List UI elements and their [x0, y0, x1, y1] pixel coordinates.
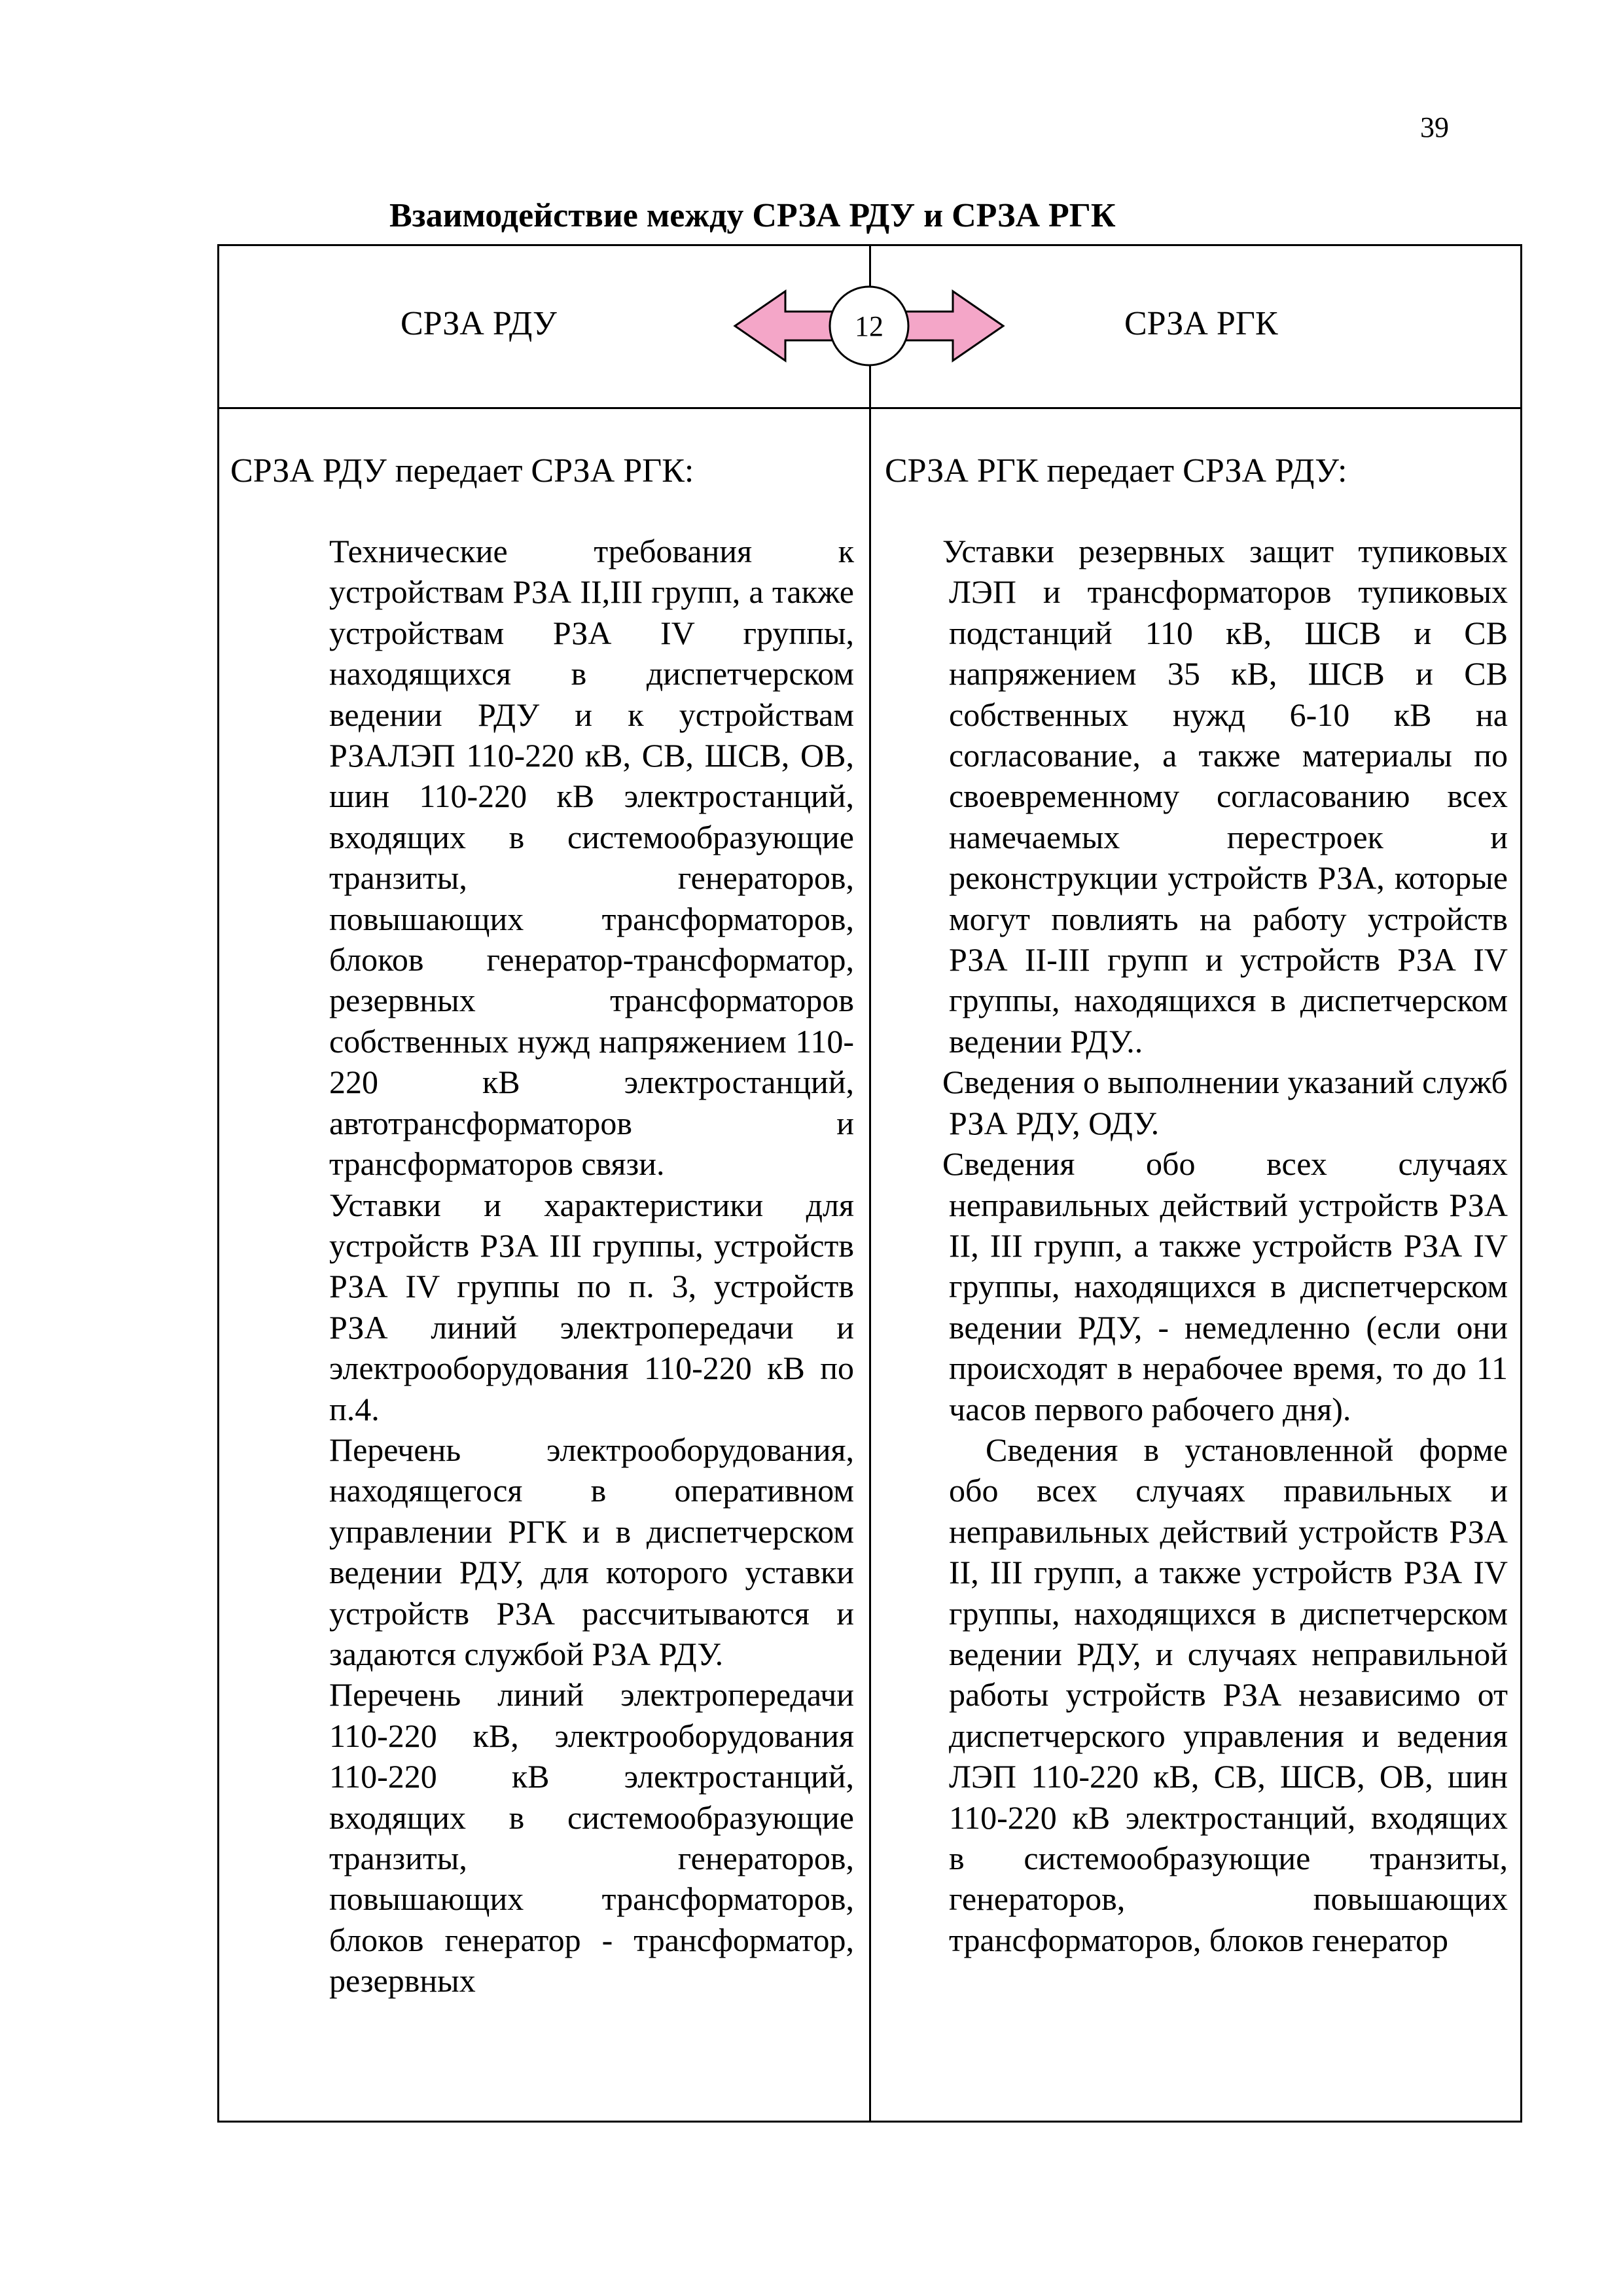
list-item: Сведения в установленной форме обо всех случаях правильных и неправильных действий устройств РЗА II, III групп, а также устройств РЗА IV группы, находящихся в диспетчерском ведении РДУ, и случаях неправильной работы устройств РЗА независимо от диспетчерского управления и ведения ЛЭП 110-220 кВ, СВ, ШСВ, ОВ, шин 110-220 кВ электростанций, входящих в системообразующие транзиты, генераторов, повышающих трансформаторов, блоков генератор [949, 1431, 1508, 1958]
list-item: Уставки резервных защит тупиковых ЛЭП и трансформаторов тупиковых подстанций 110 кВ, ШСВ и СВ напряжением 35 кВ, ШСВ и СВ собственных нужд 6-10 кВ на согласование, а также материалы по своевременному согласованию всех намечаемых перестроек и реконструкции устройств РЗА, которые могут повлиять на работу устройств РЗА II-III групп и устройств РЗА IV группы, находящихся в диспетчерском ведении РДУ.. [942, 533, 1508, 1060]
list-item: Сведения обо всех случаях неправильных действий устройств РЗА II, III групп, а также устройств РЗА IV группы, находящихся в диспетчерском ведении РДУ, - немедленно (если они происходят в нерабочее время, то до 11 часов первого рабочего дня). [942, 1145, 1508, 1427]
list-item: Перечень линий электропередачи 110-220 кВ, электрооборудования 110-220 кВ электростанций, входящих в системообразующие транзиты, генераторов, повышающих трансформаторов, блоков генератор - трансформатор, резервных [329, 1676, 854, 2000]
list-item: Уставки и характеристики для устройств РЗА III группы, устройств РЗА IV группы по п. 3, устройств РЗА линий электропередачи и электрооборудования 110-220 кВ по п.4. [329, 1186, 854, 1427]
page-title: Взаимодействие между СРЗА РДУ и СРЗА РГК [389, 197, 1116, 234]
page-number: 39 [1420, 111, 1449, 143]
column-divider [869, 244, 871, 2123]
list-item: Перечень электрооборудования, находящегося в оперативном управлении РГК и в диспетчерском ведении РДУ, для которого уставки устройств РЗА рассчитываются и задаются службой РЗА РДУ. [329, 1431, 854, 1672]
double-arrow-icon [732, 283, 1007, 368]
left-column-list [329, 531, 854, 2001]
badge-number: 12 [855, 310, 883, 342]
left-column-heading: СРЗА РДУ передает СРЗА РГК: [230, 452, 694, 490]
header-left-label: СРЗА РДУ [401, 305, 557, 342]
header-divider [217, 407, 1522, 409]
right-arrow-icon [902, 291, 1003, 361]
header-right-label: СРЗА РГК [1124, 305, 1278, 342]
right-column-list [942, 531, 1508, 1960]
list-item: Сведения о выполнении указаний служб РЗА РДУ, ОДУ. [942, 1064, 1508, 1141]
left-arrow-icon [735, 291, 836, 361]
list-item: Технические требования к устройствам РЗА II,III групп, а также устройствам РЗА IV группы, находящихся в диспетчерском ведении РДУ и к устройствам РЗАЛЭП 110-220 кВ, СВ, ШСВ, ОВ, шин 110-220 кВ электростанций, входящих в системообразующие транзиты, генераторов, повышающих трансформаторов, блоков генератор-трансформатор, резервных трансформаторов собственных нужд напряжением 110-220 кВ электростанций, автотрансформаторов и трансформаторов связи. [329, 533, 854, 1183]
right-column-heading: СРЗА РГК передает СРЗА РДУ: [885, 452, 1347, 490]
